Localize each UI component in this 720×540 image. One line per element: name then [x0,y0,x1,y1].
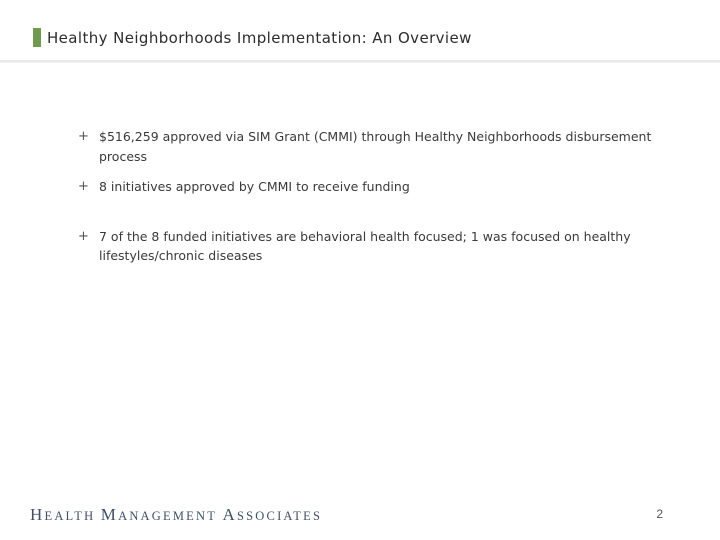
bullet-item [72,127,672,166]
bullet-text: 7 of the 8 funded initiatives are behavioral health focused; 1 was focused on healthy lifestyles/chronic diseases [99,228,631,263]
bullet-item [72,177,672,197]
page-number: 2 [656,507,663,521]
slide-title-bar [33,28,472,47]
bullet-text: $516,259 approved via SIM Grant (CMMI) through Healthy Neighborhoods disbursement process [99,129,652,164]
bullet-item [72,227,672,266]
plus-bullet-icon: + [78,179,89,194]
company-logo-text: HEALTH MANAGEMENT ASSOCIATES [30,505,323,524]
title-divider [0,60,720,63]
plus-bullet-icon: + [78,129,89,144]
plus-bullet-icon: + [78,228,89,244]
slide-title: Healthy Neighborhoods Implementation: An Overview [47,28,472,47]
bullet-text: 8 initiatives approved by CMMI to receive funding [99,179,410,194]
bullet-list [72,127,672,277]
title-accent-bar [33,28,41,47]
company-logo [30,505,322,525]
